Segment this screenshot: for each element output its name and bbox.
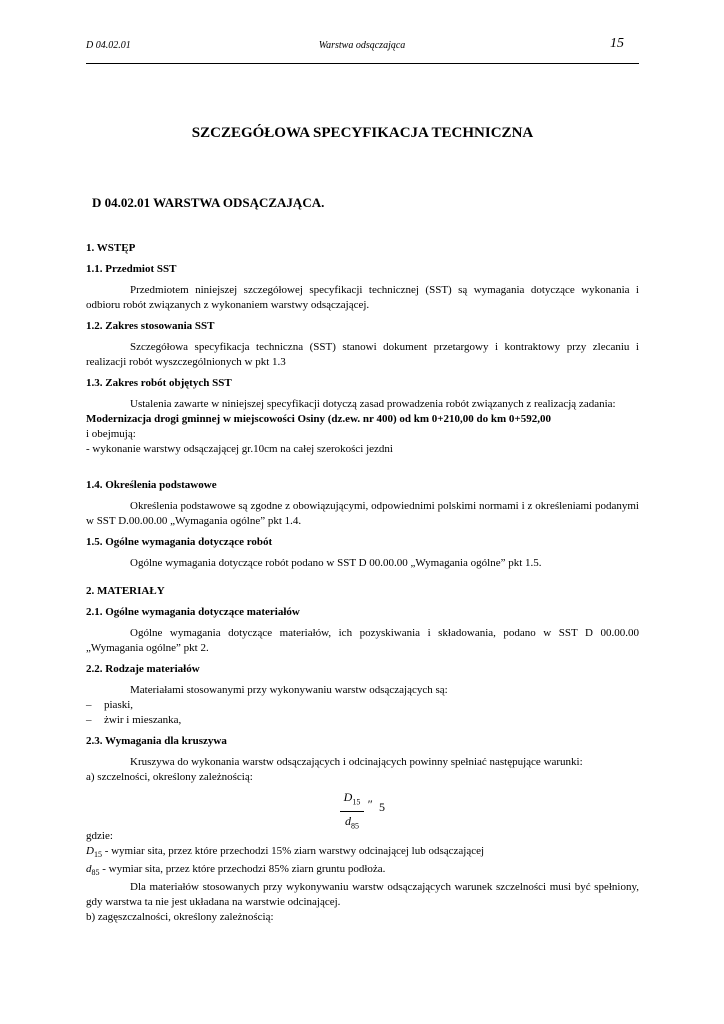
list-item — [86, 713, 639, 728]
condition-b-label: b) zagęszczalności, określony zależnością: — [86, 911, 274, 924]
header-divider — [86, 63, 639, 64]
definition-d15: $D_{15}$ - wymiar sita, przez które przechodzi 15% ziarn warstwy odcinającej lub odsączającej — [86, 845, 485, 860]
section-2-2-text: Materiałami stosowanymi przy wykonywaniu warstw odsączających są: — [130, 684, 448, 696]
section-1-4-heading: 1.4. Określenia podstawowe — [86, 479, 217, 491]
formula-denominator: $d_{85}$ — [345, 814, 359, 831]
section-1-3-includes: i obejmują: — [86, 428, 136, 440]
section-2-2-heading: 2.2. Rodzaje materiałów — [86, 663, 200, 675]
formula-fraction — [340, 789, 364, 835]
tightness-condition-text: Dla materiałów stosowanych przy wykonywaniu warstw odsączających warunek szczelności musi być spełniony, gdy warstwa ta nie jest układana na warstwie odcinającej. — [86, 881, 639, 909]
document-title: SZCZEGÓŁOWA SPECYFIKACJA TECHNICZNA — [191, 125, 534, 141]
gdzie-label: gdzie: — [86, 830, 113, 842]
formula-rhs: 5 — [379, 800, 385, 814]
section-2-3-heading: 2.3. Wymagania dla kruszywa — [86, 735, 227, 747]
section-2-1-text: Ogólne wymagania dotyczące materiałów, ich pozyskiwania i składowania, podano w SST D 00.00.00 „Wymagania ogólne” pkt 2. — [86, 627, 639, 654]
section-1-5-text: Ogólne wymagania dotyczące robót podano w SST D 00.00.00 „Wymagania ogólne” pkt 1.5. — [130, 557, 542, 569]
section-1-4-text: Określenia podstawowe są zgodne z obowiązującymi, odpowiednimi polskimi normami i z określeniami podanymi w SST D.00.00.00 „Wymagania ogólne” pkt 1.4. — [86, 500, 639, 527]
section-1-5-heading: 1.5. Ogólne wymagania dotyczące robót — [86, 536, 273, 548]
dash-bullet: – — [86, 699, 92, 711]
section-2-3-text: Kruszywa do wykonania warstw odsączających i odcinających powinny spełniać następujące warunki: — [130, 756, 583, 768]
list-item-label: piaski, — [104, 699, 134, 711]
section-1-heading: 1. WSTĘP — [86, 242, 136, 254]
section-1-3-item: - wykonanie warstwy odsączającej gr.10cm na całej szerokości jezdni — [86, 443, 393, 455]
document-subtitle: D 04.02.01 WARSTWA ODSĄCZAJĄCA. — [92, 195, 325, 210]
formula-tightness — [86, 789, 639, 831]
document-body — [86, 123, 639, 925]
formula-relation: ″ — [367, 797, 372, 811]
formula-numerator: $D_{15}$ — [343, 790, 361, 807]
header-title: Warstwa odsączająca — [318, 40, 406, 51]
fraction-bar — [340, 811, 364, 812]
section-2-heading: 2. MATERIAŁY — [86, 585, 165, 597]
section-1-1-text: Przedmiotem niniejszej szczegółowej specyfikacji technicznej (SST) są wymagania dotyczące wykonania i odbioru robót związanych z wykonaniem warstwy odsączającej. — [86, 284, 639, 311]
list-item — [86, 698, 639, 713]
condition-a-label: a) szczelności, określony zależnością: — [86, 771, 253, 783]
section-1-1-heading: 1.1. Przedmiot SST — [86, 263, 177, 275]
definition-d85: $d_{85}$ - wymiar sita, przez które przechodzi 85% ziarn gruntu podłoża. — [86, 863, 386, 878]
section-1-3-text: Ustalenia zawarte w niniejszej specyfikacji dotyczą zasad prowadzenia robót związanych z realizacją zadania: — [130, 398, 616, 410]
section-1-2-heading: 1.2. Zakres stosowania SST — [86, 320, 215, 332]
header-code: D 04.02.01 — [86, 40, 131, 51]
section-1-3-heading: 1.3. Zakres robót objętych SST — [86, 377, 232, 389]
section-1-3-task: Modernizacja drogi gminnej w miejscowości Osiny (dz.ew. nr 400) od km 0+210,00 do km 0+592,00 — [86, 413, 551, 425]
section-1-2-text: Szczegółowa specyfikacja techniczna (SST) stanowi dokument przetargowy i kontraktowy przy zlecaniu i realizacji robót wyszczególnionych w pkt 1.3 — [86, 341, 639, 368]
section-2-1-heading: 2.1. Ogólne wymagania dotyczące materiałów — [86, 606, 300, 618]
dash-bullet: – — [86, 714, 92, 726]
list-item-label: żwir i mieszanka, — [104, 714, 182, 726]
page-number: 15 — [610, 36, 624, 51]
